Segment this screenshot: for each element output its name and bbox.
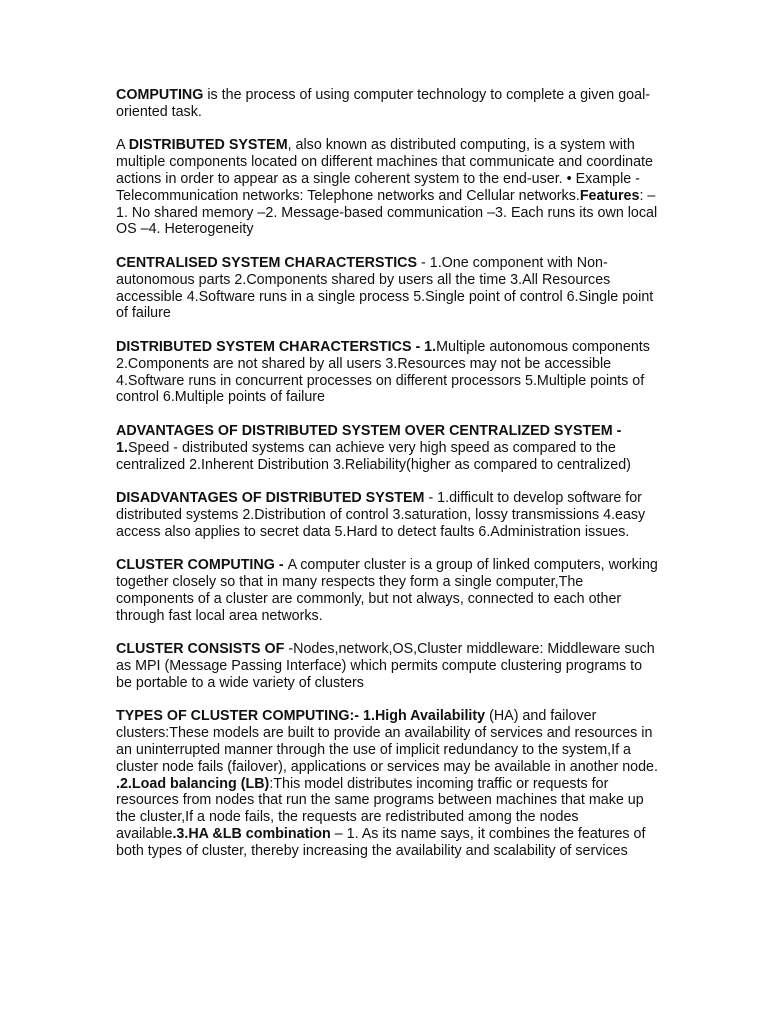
characteristics-text: - 1.One component with Non-autonomous parts 2.Components shared by users all the time 3.All Resources accessible 4.Software runs in a single process 5.Single point of control 6.Single point of failure bbox=[116, 254, 654, 322]
term-load-balancing: .2.Load balancing (LB) bbox=[116, 775, 270, 792]
term-features: Features bbox=[579, 187, 640, 204]
high-availability-text: (HA) and failover clusters:These models are built to provide an availability of services and resources in an uninterrupted manner through the use of implicit redundancy to the system,If a cluster node fails (failover), applications or services may be available in another node. bbox=[116, 708, 658, 775]
heading-cluster-computing: CLUSTER COMPUTING - bbox=[116, 557, 288, 574]
paragraph-disadvantages bbox=[116, 490, 661, 540]
advantages-text: Speed - distributed systems can achieve very high speed as compared to the centralized 2.Inherent Distribution 3.Reliability(higher as compared to centralized) bbox=[116, 439, 631, 473]
heading-centralised-characteristics: CENTRALISED SYSTEM CHARACTERSTICS bbox=[116, 254, 418, 271]
term-distributed-system: DISTRIBUTED SYSTEM bbox=[128, 137, 288, 154]
paragraph-distributed-characteristics bbox=[116, 339, 661, 406]
heading-advantages: ADVANTAGES OF DISTRIBUTED SYSTEM OVER CENTRALIZED SYSTEM - 1. bbox=[116, 422, 622, 456]
characteristics-text: Multiple autonomous components 2.Components are not shared by all users 3.Resources may not be accessible 4.Software runs in concurrent processes on different processors 5.Multiple points of control 6.Multiple points of failure bbox=[116, 338, 650, 406]
disadvantages-text: - 1.difficult to develop software for distributed systems 2.Distribution of control 3.saturation, lossy transmissions 4.easy access also applies to secret data 5.Hard to detect faults 6.Administration issues. bbox=[116, 490, 646, 540]
combination-text: – 1. As its name says, it combines the features of both types of cluster, thereby increasing the availability and scalability of services bbox=[116, 826, 646, 859]
paragraph-advantages bbox=[116, 423, 661, 473]
paragraph-cluster-consists bbox=[116, 641, 661, 691]
paragraph-cluster-computing bbox=[116, 557, 661, 624]
paragraph-computing bbox=[116, 87, 661, 121]
document-body bbox=[116, 87, 661, 876]
heading-cluster-consists: CLUSTER CONSISTS OF bbox=[116, 641, 285, 658]
heading-cluster-types: TYPES OF CLUSTER COMPUTING:- 1.High Availability bbox=[116, 708, 486, 725]
definition-text: , also known as distributed computing, is a system with multiple components located on different machines that communicate and coordinate actions in order to appear as a single coherent system to the end-user. • Example - Telecommunication networks: Telephone networks and Cellular networks. bbox=[116, 137, 653, 204]
cluster-computing-text: A computer cluster is a group of linked computers, working together closely so that in many respects they form a single computer,The components of a cluster are commonly, but not always, connected to each other through fast local area networks. bbox=[116, 557, 658, 624]
paragraph-distributed-system bbox=[116, 137, 661, 238]
cluster-consists-text: -Nodes,network,OS,Cluster middleware: Middleware such as MPI (Message Passing Interface) which permits compute clustering programs to be portable to a wide variety of clusters bbox=[116, 641, 655, 691]
term-ha-lb-combination: .3.HA &LB combination bbox=[172, 826, 331, 843]
heading-disadvantages: DISADVANTAGES OF DISTRIBUTED SYSTEM bbox=[116, 490, 425, 507]
heading-distributed-characteristics: DISTRIBUTED SYSTEM CHARACTERSTICS - 1. bbox=[116, 338, 437, 355]
definition-text: is the process of using computer technology to complete a given goal-oriented task. bbox=[116, 87, 651, 120]
paragraph-cluster-types bbox=[116, 708, 661, 859]
features-text: : –1. No shared memory –2. Message-based communication –3. Each runs its own local OS –4. Heterogeneity bbox=[116, 187, 658, 238]
term-computing: COMPUTING bbox=[116, 87, 204, 103]
load-balancing-text: :This model distributes incoming traffic or requests for resources from nodes that run the same programs between machines that make up the cluster,If a node fails, the requests are redistributed among the nodes available bbox=[116, 775, 644, 843]
text: A bbox=[116, 137, 129, 154]
paragraph-centralised-characteristics bbox=[116, 255, 661, 322]
